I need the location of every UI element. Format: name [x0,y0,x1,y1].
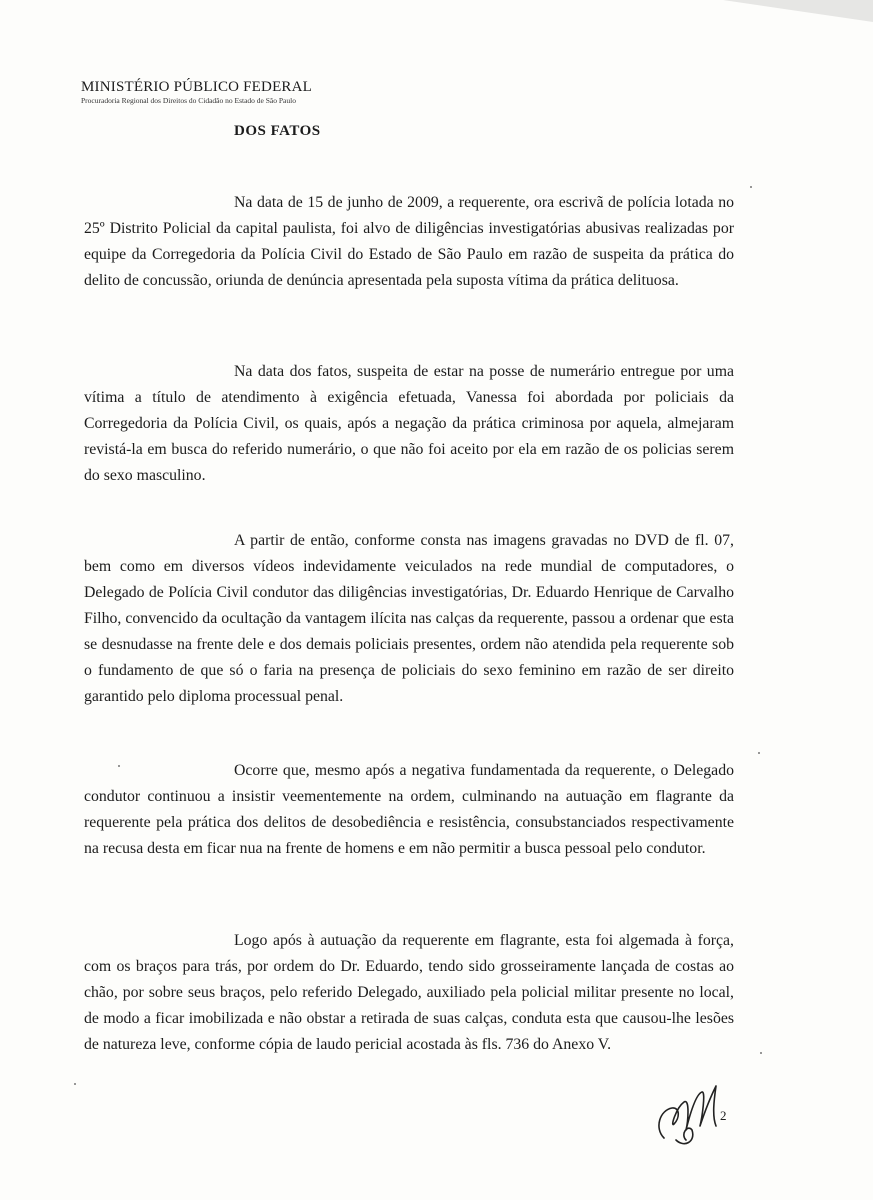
letterhead [81,78,312,106]
institution-name: MINISTÉRIO PÚBLICO FEDERAL [81,79,313,95]
scan-speck [750,186,752,188]
scan-speck [760,1052,762,1054]
paragraph-2: Na data dos fatos, suspeita de estar na posse de numerário entregue por uma vítima a título de atendimento à exigência efetuada, Vanessa foi abordada por policiais da Corregedoria da Polícia Civil, os quais, após a negação da prática criminosa por aquela, almejaram revistá-la em busca do referido numerário, o que não foi aceito por ela em razão de os policias serem do sexo masculino. [84,362,734,484]
paragraph-4: Ocorre que, mesmo após a negativa fundamentada da requerente, o Delegado condutor continuou a insistir veementemente na ordem, culminando na autuação em flagrante da requerente pela prática dos delitos de desobediência e resistência, consubstanciados respectivamente na recusa desta em ficar nua na frente de homens e em não permitir a busca pessoal pelo condutor. [84,761,734,857]
scan-speck [758,752,760,754]
paragraph-1: Na data de 15 de junho de 2009, a requerente, ora escrivã de polícia lotada no 25º Distrito Policial da capital paulista, foi alvo de diligências investigatórias abusivas realizadas por equipe da Corregedoria da Polícia Civil do Estado de São Paulo em razão de suspeita da prática do delito de concussão, oriunda de denúncia apresentada pela suposta vítima da prática delituosa. [84,193,734,289]
scan-corner-shadow [723,0,873,22]
section-heading: DOS FATOS [234,123,321,139]
handwritten-signature-icon [650,1078,730,1153]
paragraph-5: Logo após à autuação da requerente em flagrante, esta foi algemada à força, com os braços para trás, por ordem do Dr. Eduardo, tendo sido grosseiramente lançada de costas ao chão, por sobre seus braços, pelo referido Delegado, auxiliado pela policial militar presente no local, de modo a ficar imobilizada e não obstar a retirada de suas calças, conduta esta que causou-lhe lesões de natureza leve, conforme cópia de laudo pericial acostada às fls. 736 do Anexo V. [84,931,734,1053]
institution-subtitle: Procuradoria Regional dos Direitos do Cidadão no Estado de São Paulo [81,96,296,105]
scan-speck [74,1083,76,1085]
page-number: 2 [720,1108,727,1123]
scan-speck [118,765,120,767]
paragraph-3: A partir de então, conforme consta nas imagens gravadas no DVD de fl. 07, bem como em diversos vídeos indevidamente veiculados na rede mundial de computadores, o Delegado de Polícia Civil condutor das diligências investigatórias, Dr. Eduardo Henrique de Carvalho Filho, convencido da ocultação da vantagem ilícita nas calças da requerente, passou a ordenar que esta se desnudasse na frente dele e dos demais policiais presentes, ordem não atendida pela requerente sob o fundamento de que só o faria na presença de policiais do sexo feminino em razão de ser direito garantido pelo diploma processual penal. [84,531,734,705]
